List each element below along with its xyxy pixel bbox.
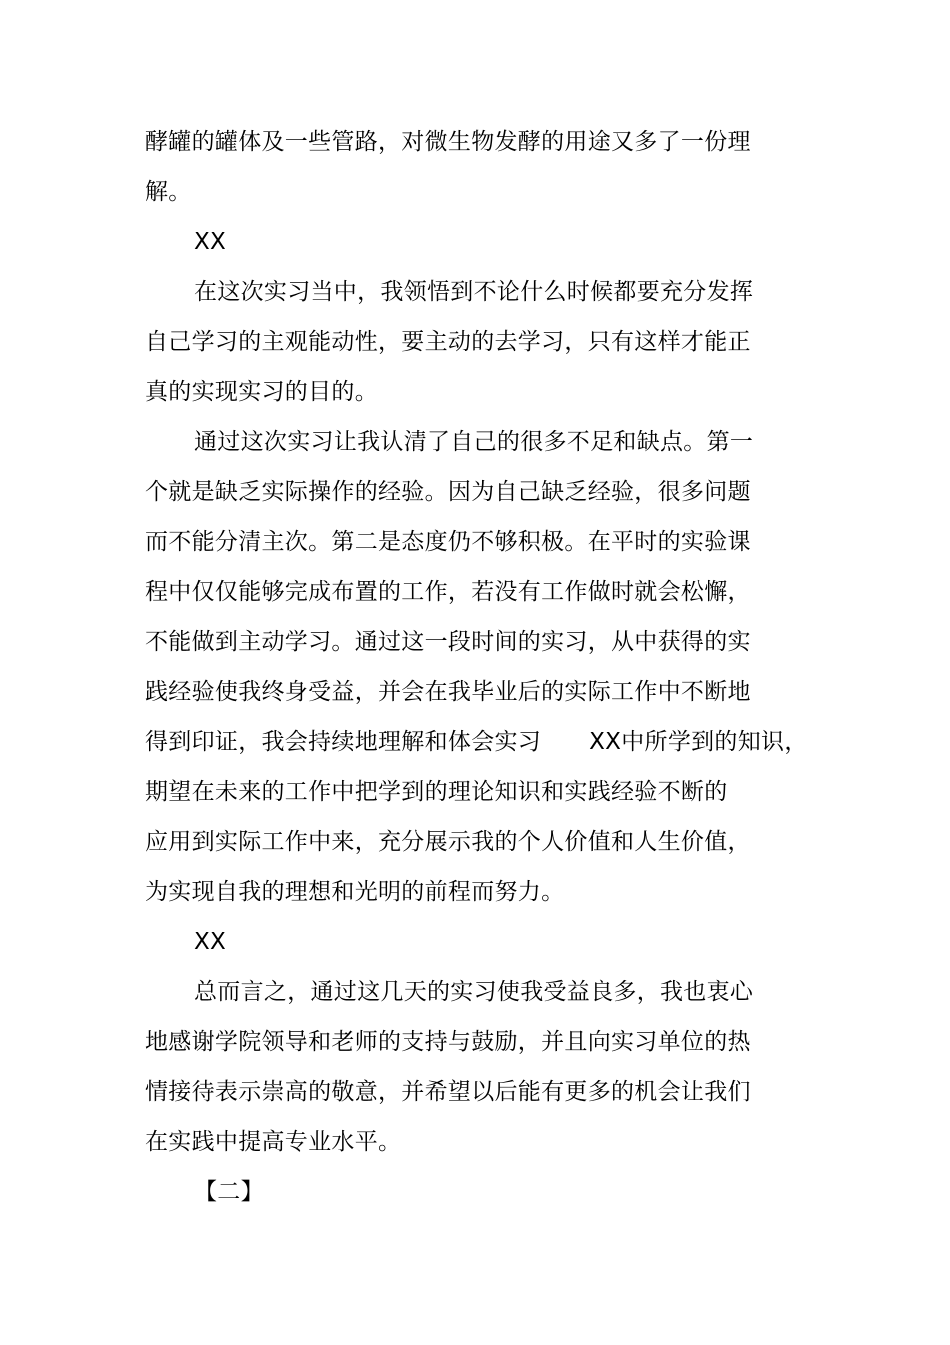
paragraph-line: 不能做到主动学习。通过这一段时间的实习，从中获得的实	[145, 629, 751, 655]
paragraph-line: 为实现自我的理想和光明的前程而努力。	[145, 879, 565, 905]
paragraph-line: 在这次实习当中，我领悟到不论什么时候都要充分发挥	[194, 279, 754, 305]
paragraph-line: 践经验使我终身受益，并会在我毕业后的实际工作中不断地	[145, 679, 751, 705]
paragraph-line: 地感谢学院领导和老师的支持与鼓励，并且向实习单位的热	[145, 1029, 751, 1055]
section-heading: XX	[194, 229, 227, 255]
paragraph-line: 而不能分清主次。第二是态度仍不够积极。在平时的实验课	[145, 529, 751, 555]
paragraph-line: 期望在未来的工作中把学到的理论知识和实践经验不断的	[145, 779, 728, 805]
paragraph-line	[145, 727, 808, 757]
paragraph-line: 解。	[145, 179, 192, 205]
section-marker: 【二】	[194, 1179, 264, 1205]
paragraph-line: 情接待表示崇高的敬意，并希望以后能有更多的机会让我们	[145, 1079, 751, 1105]
paragraph-line: 通过这次实习让我认清了自己的很多不足和缺点。第一	[194, 429, 754, 455]
paragraph-line: 在实践中提高专业水平。	[145, 1129, 402, 1155]
paragraph-line: 应用到实际工作中来，充分展示我的个人价值和人生价值，	[145, 829, 751, 855]
section-heading: XX	[194, 929, 227, 955]
paragraph-line: 真的实现实习的目的。	[145, 379, 378, 405]
paragraph-line: 总而言之，通过这几天的实习使我受益良多，我也衷心	[194, 979, 754, 1005]
paragraph-line: 自己学习的主观能动性，要主动的去学习，只有这样才能正	[145, 329, 751, 355]
line-segment: 得到印证，我会持续地理解和体会实习	[145, 729, 542, 755]
paragraph-line: 程中仅仅能够完成布置的工作，若没有工作做时就会松懈，	[145, 579, 751, 605]
paragraph-line: 酵罐的罐体及一些管路，对微生物发酵的用途又多了一份理	[145, 129, 751, 155]
line-segment: XX中所学到的知识，	[589, 729, 808, 755]
paragraph-line: 个就是缺乏实际操作的经验。因为自己缺乏经验，很多问题	[145, 479, 751, 505]
